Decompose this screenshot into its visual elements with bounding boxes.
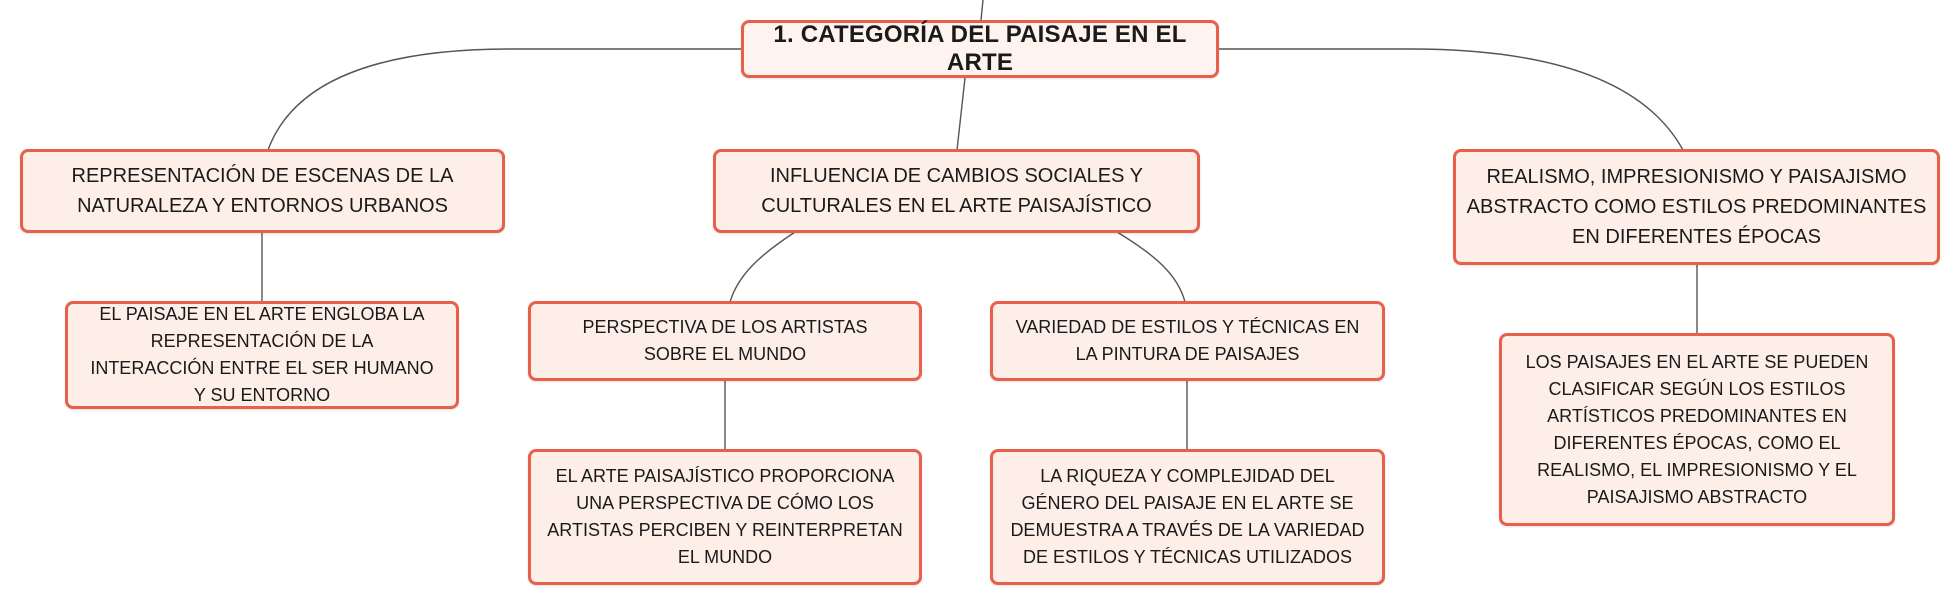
root-node-label: 1. CATEGORÍA DEL PAISAJE EN EL ARTE xyxy=(773,21,1187,76)
leaf-node-label: LA RIQUEZA Y COMPLEJIDAD DEL GÉNERO DEL PAISAJE EN EL ARTE SE DEMUESTRA A TRAVÉS DE LA VARIEDAD DE ESTILOS Y TÉCNICAS UTILIZADOS xyxy=(1010,466,1365,567)
leaf-node-label: LOS PAISAJES EN EL ARTE SE PUEDEN CLASIFICAR SEGÚN LOS ESTILOS ARTÍSTICOS PREDOMINANTES EN DIFERENTES ÉPOCAS, COMO EL REALISMO, EL IMPRESIONISMO Y EL PAISAJISMO ABSTRACTO xyxy=(1525,351,1869,507)
branch-node-estilos-predominantes[interactable] xyxy=(1453,149,1940,265)
leaf-node-riqueza[interactable] xyxy=(990,449,1385,585)
sub-node-label: VARIEDAD DE ESTILOS Y TÉCNICAS EN LA PINTURA DE PAISAJES xyxy=(1015,317,1360,364)
connector-branch-2-to-sub-1 xyxy=(730,232,795,302)
branch-node-label: REPRESENTACIÓN DE ESCENAS DE LA NATURALEZA Y ENTORNOS URBANOS xyxy=(71,165,454,217)
branch-node-label: REALISMO, IMPRESIONISMO Y PAISAJISMO ABSTRACTO COMO ESTILOS PREDOMINANTES EN DIFERENTES ÉPOCAS xyxy=(1466,166,1927,248)
sub-node-label: PERSPECTIVA DE LOS ARTISTAS SOBRE EL MUNDO xyxy=(582,317,868,364)
leaf-node-arte-paisajistico[interactable] xyxy=(528,449,922,585)
connector-root-to-branch-2 xyxy=(957,78,965,150)
connector-parent-to-root xyxy=(981,0,983,20)
connector-root-to-branch-3 xyxy=(1218,49,1683,150)
connector-branch-2-to-sub-2 xyxy=(1117,232,1185,302)
branch-node-naturaleza[interactable] xyxy=(20,149,505,233)
root-node[interactable] xyxy=(741,20,1219,78)
sub-node-variedad-estilos[interactable] xyxy=(990,301,1385,381)
branch-node-cambios-sociales[interactable] xyxy=(713,149,1200,233)
leaf-node-interaccion[interactable] xyxy=(65,301,459,409)
connector-root-to-branch-1 xyxy=(268,49,742,150)
sub-node-perspectiva[interactable] xyxy=(528,301,922,381)
leaf-node-label: EL ARTE PAISAJÍSTICO PROPORCIONA UNA PERSPECTIVA DE CÓMO LOS ARTISTAS PERCIBEN Y REINTERPRETAN EL MUNDO xyxy=(547,466,903,567)
leaf-node-clasificacion[interactable] xyxy=(1499,333,1895,526)
branch-node-label: INFLUENCIA DE CAMBIOS SOCIALES Y CULTURALES EN EL ARTE PAISAJÍSTICO xyxy=(761,165,1152,217)
leaf-node-label: EL PAISAJE EN EL ARTE ENGLOBA LA REPRESENTACIÓN DE LA INTERACCIÓN ENTRE EL SER HUMANO Y SU ENTORNO xyxy=(90,304,434,405)
